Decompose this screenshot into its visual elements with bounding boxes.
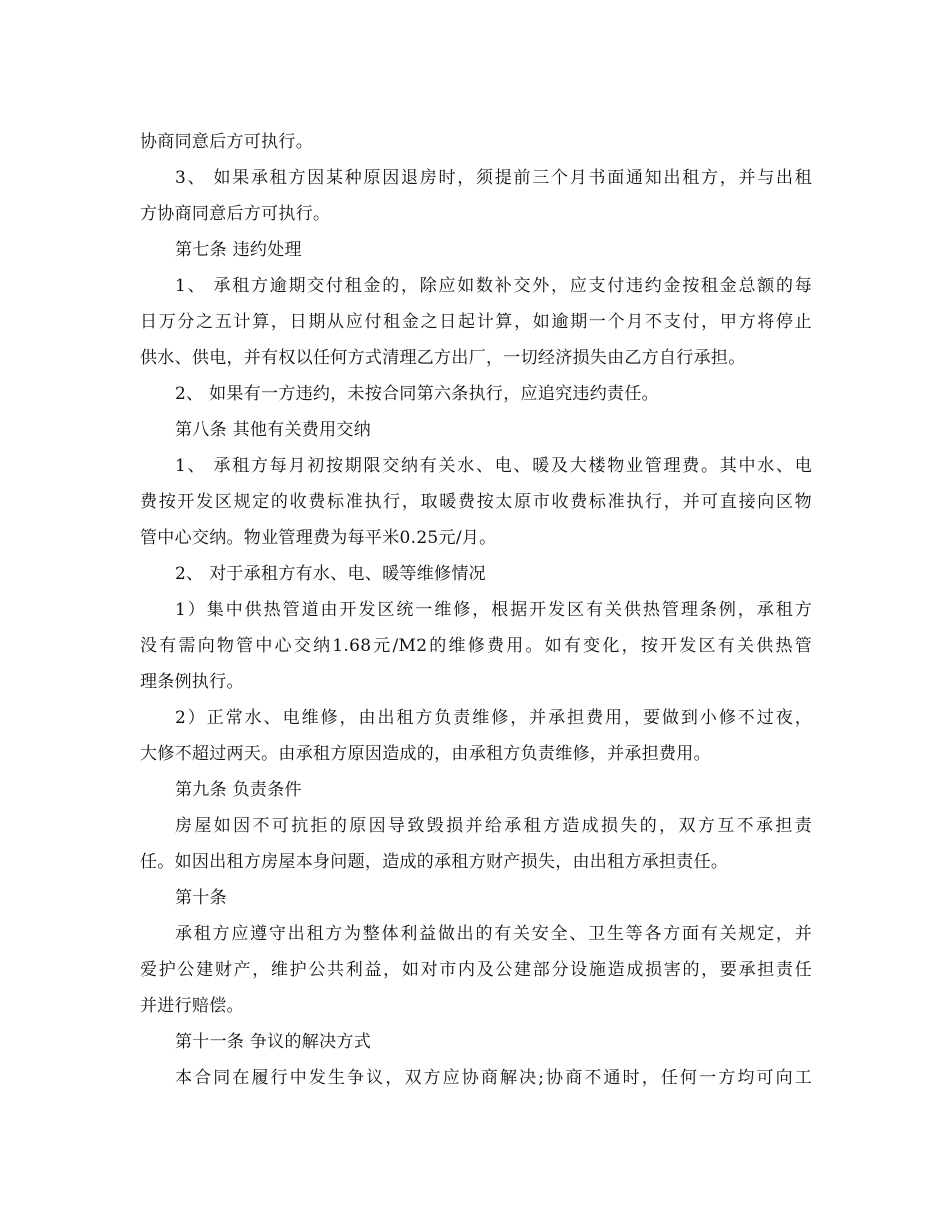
article-heading: 第十一条 争议的解决方式 (175, 1032, 372, 1052)
paragraph-line: 2、 如果有一方违约，未按合同第六条执行，应追究违约责任。 (175, 384, 659, 404)
paragraph-line: 理条例执行。 (140, 672, 244, 692)
paragraph-line: 管中心交纳。物业管理费为每平米0.25元/月。 (140, 528, 497, 548)
paragraph-line: 方协商同意后方可执行。 (140, 204, 331, 224)
paragraph-line: 2、 对于承租方有水、电、暖等维修情况 (175, 564, 486, 584)
paragraph-line: 并进行赔偿。 (140, 996, 244, 1016)
paragraph-line: 爱护公建财产，维护公共利益，如对市内及公建部分设施造成损害的，要承担责任 (140, 960, 812, 980)
article-heading: 第十条 (175, 888, 227, 908)
paragraph-line: 没有需向物管中心交纳1.68元/M2的维修费用。如有变化，按开发区有关供热管 (140, 636, 812, 656)
paragraph-line: 本合同在履行中发生争议，双方应协商解决;协商不通时，任何一方均可向工 (175, 1068, 812, 1088)
paragraph-line: 协商同意后方可执行。 (140, 132, 313, 152)
paragraph-line: 1）集中供热管道由开发区统一维修，根据开发区有关供热管理条例，承租方 (175, 600, 812, 620)
paragraph-line: 日万分之五计算，日期从应付租金之日起计算，如逾期一个月不支付，甲方将停止 (140, 312, 812, 332)
document-page (140, 124, 812, 1096)
paragraph-line: 承租方应遵守出租方为整体利益做出的有关安全、卫生等各方面有关规定，并 (175, 924, 812, 944)
article-heading: 第七条 违约处理 (175, 240, 302, 260)
paragraph-line: 3、 如果承租方因某种原因退房时，须提前三个月书面通知出租方，并与出租 (175, 168, 812, 188)
article-heading: 第八条 其他有关费用交纳 (175, 420, 372, 440)
paragraph-line: 1、 承租方逾期交付租金的，除应如数补交外，应支付违约金按租金总额的每 (175, 276, 812, 296)
paragraph-line: 1、 承租方每月初按期限交纳有关水、电、暖及大楼物业管理费。其中水、电 (175, 456, 812, 476)
paragraph-line: 大修不超过两天。由承租方原因造成的，由承租方负责维修，并承担费用。 (140, 744, 711, 764)
paragraph-line: 房屋如因不可抗拒的原因导致毁损并给承租方造成损失的，双方互不承担责 (175, 816, 812, 836)
paragraph-line: 供水、供电，并有权以任何方式清理乙方出厂，一切经济损失由乙方自行承担。 (140, 348, 746, 368)
paragraph-line: 2）正常水、电维修，由出租方负责维修，并承担费用，要做到小修不过夜， (175, 708, 812, 728)
article-heading: 第九条 负责条件 (175, 780, 302, 800)
paragraph-line: 任。如因出租方房屋本身问题，造成的承租方财产损失，由出租方承担责任。 (140, 852, 729, 872)
paragraph-line: 费按开发区规定的收费标准执行，取暖费按太原市收费标准执行，并可直接向区物 (140, 492, 812, 512)
